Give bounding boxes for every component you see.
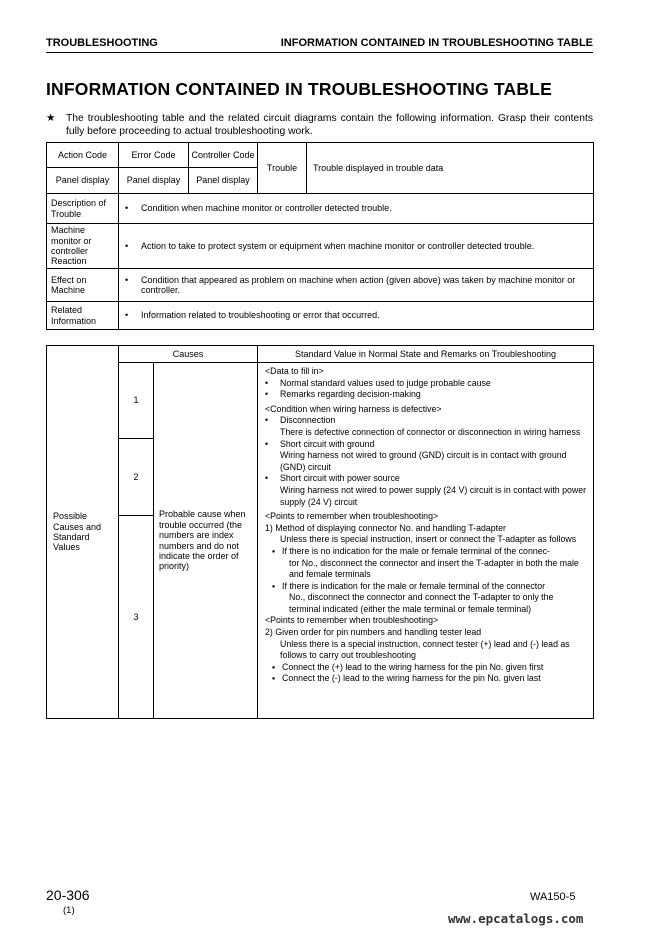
points-title: <Points to remember when troubleshooting> [265, 615, 439, 626]
panel-display-action: Panel display [47, 168, 119, 194]
intro-text: The troubleshooting table and the related circuit diagrams contain the following information. Grasp their contents fully before proceeding to actual troubleshooting work. [66, 113, 593, 137]
data-fill-title: <Data to fill in> [265, 366, 324, 376]
watermark: www.epcatalogs.com [448, 911, 584, 926]
trouble-description: Trouble displayed in trouble data [307, 143, 594, 194]
page-revision: (1) [63, 905, 75, 916]
star-icon: ★ [46, 113, 56, 124]
condition-detail: Wiring harness not wired to ground (GND) circuit is in contact with ground (GND) circuit [280, 450, 567, 472]
points-sub-item-cont: No., disconnect the connector and connect the T-adapter to only the terminal indicated (either the male terminal or female terminal) [289, 592, 554, 614]
causes-header: Causes [119, 346, 258, 363]
row-text: Action to take to protect system or equipment when machine monitor or controller detected trouble. [141, 240, 535, 251]
bullet: • [125, 274, 129, 285]
action-code-header: Action Code [47, 143, 119, 168]
row-body [119, 224, 594, 269]
model-number: WA150-5 [530, 891, 576, 903]
condition-title: <Condition when wiring harness is defective> [265, 403, 442, 414]
row-text: Condition that appeared as problem on machine when action (given above) was taken by machine monitor or controller. [141, 274, 576, 295]
row-label: Effect on Machine [47, 269, 119, 302]
points-intro: Unless there is special instruction, insert or connect the T-adapter as follows [280, 534, 577, 545]
row-label: Related Information [47, 302, 119, 330]
condition-item: • Short circuit with power source [265, 473, 400, 484]
row-body [119, 302, 594, 330]
panel-display-controller: Panel display [189, 168, 258, 194]
condition-detail: There is defective connection of connector or disconnection in wiring harness [280, 426, 581, 437]
header-section: TROUBLESHOOTING [46, 37, 158, 49]
condition-detail: Wiring harness not wired to power supply (24 V) circuit is in contact with power supply (24 V) circuit [280, 484, 587, 507]
row-body [119, 194, 594, 224]
row-text: Information related to troubleshooting or error that occurred. [141, 310, 380, 321]
points-sub-item: ▪ Connect the (+) lead to the wiring harness for the pin No. given first [272, 661, 544, 672]
cause-number: 3 [119, 516, 154, 719]
condition-item: • Short circuit with ground [265, 438, 375, 449]
header-topic: INFORMATION CONTAINED IN TROUBLESHOOTING TABLE [280, 37, 593, 49]
cause-number: 1 [119, 363, 154, 439]
bullet: • [125, 310, 129, 321]
remark-item: • Remarks regarding decision-making [265, 389, 421, 400]
row-label: Description of Trouble [47, 194, 119, 224]
panel-display-error: Panel display [119, 168, 189, 194]
cause-number: 2 [119, 439, 154, 516]
points-heading: 1) Method of displaying connector No. and handling T-adapter [265, 522, 506, 533]
remarks-cell [258, 363, 594, 719]
points-sub-item-cont: tor No., disconnect the connector and insert the T-adapter in both the male and female terminals [289, 557, 579, 580]
trouble-header: Trouble [258, 143, 307, 194]
page-title: INFORMATION CONTAINED IN TROUBLESHOOTING TABLE [46, 79, 552, 99]
points-title: <Points to remember when troubleshooting> [265, 511, 439, 522]
bullet: • [125, 203, 129, 214]
controller-code-header: Controller Code [189, 143, 258, 168]
intro-paragraph [46, 112, 593, 138]
points-sub-item: ▪ If there is no indication for the male or female terminal of the connec- [272, 545, 550, 556]
row-text: Condition when machine monitor or controller detected trouble. [141, 203, 392, 214]
condition-item: • Disconnection [265, 415, 336, 426]
standard-value-header: Standard Value in Normal State and Remarks on Troubleshooting [258, 346, 594, 363]
possible-causes-label: Possible Causes and Standard Values [47, 346, 119, 719]
info-table [46, 142, 594, 330]
row-body [119, 269, 594, 302]
page-number: 20-306 [46, 887, 90, 903]
running-header [46, 37, 593, 53]
probable-cause-text: Probable cause when trouble occurred (the numbers are index numbers and do not indicate the order of priority) [154, 363, 258, 719]
points-sub-item: ▪ If there is indication for the male or female terminal of the connector [272, 580, 546, 591]
remark-item: • Normal standard values used to judge probable cause [265, 377, 491, 388]
points-heading: 2) Given order for pin numbers and handling tester lead [265, 627, 482, 638]
error-code-header: Error Code [119, 143, 189, 168]
bullet: • [125, 240, 129, 251]
points-sub-item: ▪ Connect the (-) lead to the wiring harness for the pin No. given last [272, 673, 541, 684]
row-label: Machine monitor or controller Reaction [47, 224, 119, 269]
points-intro: Unless there is a special instruction, connect tester (+) lead and (-) lead as follows to carry out troubleshooting [280, 638, 570, 661]
cause-table [46, 345, 594, 719]
